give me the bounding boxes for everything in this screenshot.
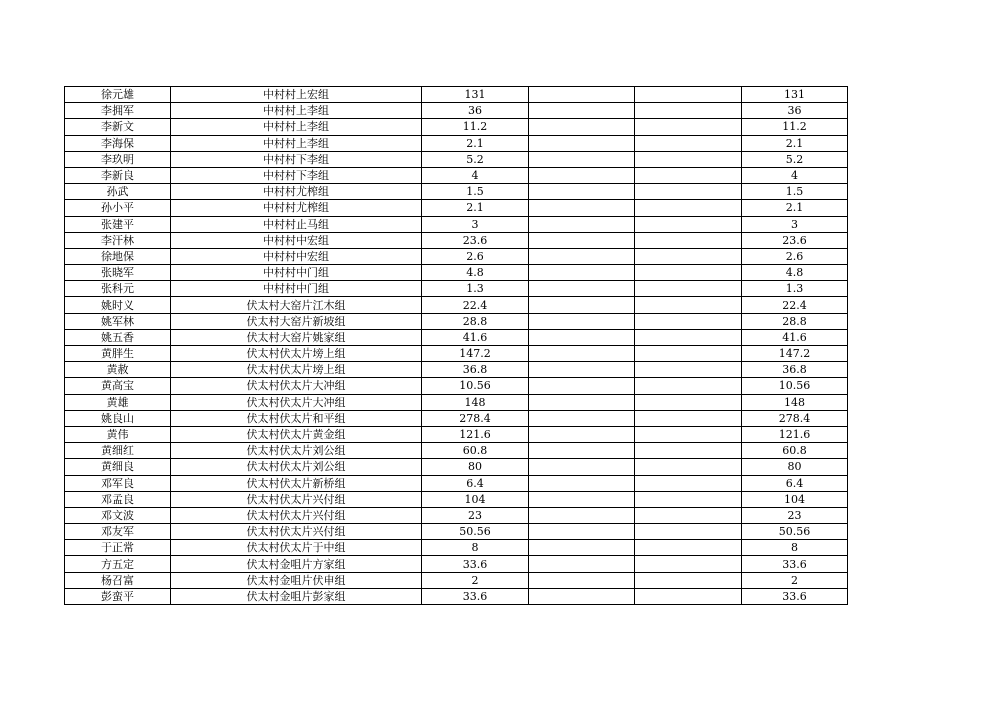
location-cell: 中村村尤榨组	[171, 184, 422, 200]
value-cell: 23.6	[422, 232, 529, 248]
table-row	[65, 232, 848, 248]
table-row	[65, 491, 848, 507]
name-cell: 孙武	[65, 184, 171, 200]
total-cell: 3	[742, 216, 848, 232]
name-cell: 张建平	[65, 216, 171, 232]
table-row	[65, 313, 848, 329]
table-row	[65, 524, 848, 540]
value-cell: 104	[422, 491, 529, 507]
table-row	[65, 540, 848, 556]
total-cell: 1.3	[742, 281, 848, 297]
empty-cell-a	[529, 362, 635, 378]
empty-cell-b	[635, 87, 742, 103]
total-cell: 4	[742, 167, 848, 183]
name-cell: 李新文	[65, 119, 171, 135]
name-cell: 徐元雄	[65, 87, 171, 103]
table-body	[65, 87, 848, 605]
location-cell: 伏太村伏太片黄金组	[171, 426, 422, 442]
empty-cell-b	[635, 265, 742, 281]
location-cell: 伏太村伏太片塝上组	[171, 346, 422, 362]
empty-cell-b	[635, 475, 742, 491]
location-cell: 中村村中宏组	[171, 232, 422, 248]
location-cell: 中村村中门组	[171, 281, 422, 297]
empty-cell-b	[635, 216, 742, 232]
empty-cell-b	[635, 426, 742, 442]
value-cell: 41.6	[422, 329, 529, 345]
value-cell: 33.6	[422, 556, 529, 572]
location-cell: 中村村下李组	[171, 151, 422, 167]
total-cell: 23	[742, 507, 848, 523]
value-cell: 33.6	[422, 588, 529, 604]
table-row	[65, 346, 848, 362]
empty-cell-b	[635, 200, 742, 216]
empty-cell-b	[635, 459, 742, 475]
empty-cell-a	[529, 184, 635, 200]
empty-cell-b	[635, 443, 742, 459]
empty-cell-a	[529, 87, 635, 103]
empty-cell-b	[635, 281, 742, 297]
location-cell: 伏太村伏太片于中组	[171, 540, 422, 556]
total-cell: 5.2	[742, 151, 848, 167]
name-cell: 邓友军	[65, 524, 171, 540]
empty-cell-a	[529, 394, 635, 410]
value-cell: 23	[422, 507, 529, 523]
name-cell: 李拥军	[65, 103, 171, 119]
empty-cell-a	[529, 588, 635, 604]
total-cell: 33.6	[742, 588, 848, 604]
table-row	[65, 119, 848, 135]
empty-cell-b	[635, 346, 742, 362]
empty-cell-b	[635, 151, 742, 167]
table-row	[65, 265, 848, 281]
total-cell: 148	[742, 394, 848, 410]
name-cell: 姚良山	[65, 410, 171, 426]
location-cell: 伏太村金咀片方家组	[171, 556, 422, 572]
table-row	[65, 378, 848, 394]
location-cell: 中村村上李组	[171, 119, 422, 135]
table-row	[65, 572, 848, 588]
empty-cell-b	[635, 540, 742, 556]
table-row	[65, 507, 848, 523]
total-cell: 131	[742, 87, 848, 103]
empty-cell-b	[635, 394, 742, 410]
empty-cell-a	[529, 410, 635, 426]
value-cell: 50.56	[422, 524, 529, 540]
total-cell: 121.6	[742, 426, 848, 442]
total-cell: 23.6	[742, 232, 848, 248]
table-row	[65, 443, 848, 459]
name-cell: 彭蛮平	[65, 588, 171, 604]
location-cell: 中村村中宏组	[171, 248, 422, 264]
value-cell: 28.8	[422, 313, 529, 329]
total-cell: 2.1	[742, 200, 848, 216]
empty-cell-b	[635, 232, 742, 248]
location-cell: 伏太村伏太片塝上组	[171, 362, 422, 378]
empty-cell-b	[635, 556, 742, 572]
name-cell: 邓军良	[65, 475, 171, 491]
empty-cell-a	[529, 556, 635, 572]
empty-cell-a	[529, 200, 635, 216]
total-cell: 147.2	[742, 346, 848, 362]
total-cell: 11.2	[742, 119, 848, 135]
name-cell: 李海保	[65, 135, 171, 151]
value-cell: 36.8	[422, 362, 529, 378]
table-row	[65, 475, 848, 491]
table-row	[65, 167, 848, 183]
total-cell: 50.56	[742, 524, 848, 540]
table-row	[65, 459, 848, 475]
empty-cell-b	[635, 378, 742, 394]
name-cell: 黄伟	[65, 426, 171, 442]
empty-cell-a	[529, 119, 635, 135]
empty-cell-b	[635, 524, 742, 540]
name-cell: 于正常	[65, 540, 171, 556]
table-row	[65, 135, 848, 151]
value-cell: 60.8	[422, 443, 529, 459]
value-cell: 147.2	[422, 346, 529, 362]
name-cell: 孙小平	[65, 200, 171, 216]
name-cell: 李汗林	[65, 232, 171, 248]
empty-cell-a	[529, 281, 635, 297]
name-cell: 邓文波	[65, 507, 171, 523]
empty-cell-b	[635, 491, 742, 507]
total-cell: 278.4	[742, 410, 848, 426]
empty-cell-a	[529, 135, 635, 151]
value-cell: 8	[422, 540, 529, 556]
total-cell: 2	[742, 572, 848, 588]
location-cell: 伏太村伏太片兴付组	[171, 491, 422, 507]
name-cell: 李新良	[65, 167, 171, 183]
empty-cell-a	[529, 103, 635, 119]
table-row	[65, 362, 848, 378]
name-cell: 姚五香	[65, 329, 171, 345]
total-cell: 1.5	[742, 184, 848, 200]
location-cell: 伏太村大窑片新坡组	[171, 313, 422, 329]
location-cell: 伏太村大窑片姚家组	[171, 329, 422, 345]
table-row	[65, 297, 848, 313]
location-cell: 伏太村伏太片刘公组	[171, 443, 422, 459]
table-row	[65, 588, 848, 604]
table-row	[65, 410, 848, 426]
empty-cell-b	[635, 572, 742, 588]
name-cell: 黄雄	[65, 394, 171, 410]
table-row	[65, 426, 848, 442]
value-cell: 22.4	[422, 297, 529, 313]
name-cell: 黄细良	[65, 459, 171, 475]
location-cell: 中村村下李组	[171, 167, 422, 183]
total-cell: 22.4	[742, 297, 848, 313]
location-cell: 中村村上李组	[171, 135, 422, 151]
table-row	[65, 248, 848, 264]
total-cell: 10.56	[742, 378, 848, 394]
table-row	[65, 216, 848, 232]
empty-cell-a	[529, 346, 635, 362]
empty-cell-b	[635, 329, 742, 345]
total-cell: 8	[742, 540, 848, 556]
empty-cell-a	[529, 265, 635, 281]
name-cell: 姚时义	[65, 297, 171, 313]
value-cell: 278.4	[422, 410, 529, 426]
data-table	[64, 86, 848, 605]
total-cell: 6.4	[742, 475, 848, 491]
empty-cell-b	[635, 103, 742, 119]
location-cell: 中村村尤榨组	[171, 200, 422, 216]
value-cell: 1.3	[422, 281, 529, 297]
empty-cell-a	[529, 572, 635, 588]
empty-cell-b	[635, 588, 742, 604]
empty-cell-b	[635, 167, 742, 183]
value-cell: 11.2	[422, 119, 529, 135]
empty-cell-a	[529, 329, 635, 345]
total-cell: 2.1	[742, 135, 848, 151]
total-cell: 36.8	[742, 362, 848, 378]
empty-cell-a	[529, 443, 635, 459]
empty-cell-a	[529, 151, 635, 167]
location-cell: 中村村上李组	[171, 103, 422, 119]
location-cell: 伏太村伏太片和平组	[171, 410, 422, 426]
value-cell: 2.1	[422, 200, 529, 216]
name-cell: 张科元	[65, 281, 171, 297]
empty-cell-a	[529, 459, 635, 475]
name-cell: 黄细红	[65, 443, 171, 459]
name-cell: 黄胖生	[65, 346, 171, 362]
location-cell: 伏太村伏太片新桥组	[171, 475, 422, 491]
empty-cell-b	[635, 184, 742, 200]
empty-cell-b	[635, 410, 742, 426]
location-cell: 伏太村伏太片大冲组	[171, 394, 422, 410]
location-cell: 伏太村伏太片大冲组	[171, 378, 422, 394]
empty-cell-a	[529, 491, 635, 507]
name-cell: 邓孟良	[65, 491, 171, 507]
total-cell: 60.8	[742, 443, 848, 459]
name-cell: 张晓军	[65, 265, 171, 281]
empty-cell-a	[529, 475, 635, 491]
value-cell: 36	[422, 103, 529, 119]
name-cell: 黄高宝	[65, 378, 171, 394]
location-cell: 伏太村金咀片彭家组	[171, 588, 422, 604]
empty-cell-b	[635, 507, 742, 523]
name-cell: 黄赦	[65, 362, 171, 378]
location-cell: 伏太村伏太片兴付组	[171, 507, 422, 523]
empty-cell-a	[529, 248, 635, 264]
name-cell: 姚军林	[65, 313, 171, 329]
table-row	[65, 184, 848, 200]
location-cell: 中村村止马组	[171, 216, 422, 232]
empty-cell-a	[529, 524, 635, 540]
value-cell: 3	[422, 216, 529, 232]
total-cell: 33.6	[742, 556, 848, 572]
table-row	[65, 329, 848, 345]
location-cell: 伏太村金咀片伏申组	[171, 572, 422, 588]
empty-cell-a	[529, 313, 635, 329]
empty-cell-b	[635, 135, 742, 151]
table-row	[65, 103, 848, 119]
value-cell: 5.2	[422, 151, 529, 167]
table-row	[65, 281, 848, 297]
value-cell: 2	[422, 572, 529, 588]
value-cell: 148	[422, 394, 529, 410]
name-cell: 徐地保	[65, 248, 171, 264]
location-cell: 中村村上宏组	[171, 87, 422, 103]
value-cell: 2.6	[422, 248, 529, 264]
location-cell: 中村村中门组	[171, 265, 422, 281]
total-cell: 36	[742, 103, 848, 119]
empty-cell-a	[529, 216, 635, 232]
value-cell: 2.1	[422, 135, 529, 151]
name-cell: 杨召富	[65, 572, 171, 588]
value-cell: 80	[422, 459, 529, 475]
empty-cell-b	[635, 313, 742, 329]
empty-cell-a	[529, 232, 635, 248]
value-cell: 121.6	[422, 426, 529, 442]
name-cell: 李玖明	[65, 151, 171, 167]
empty-cell-b	[635, 248, 742, 264]
location-cell: 伏太村伏太片刘公组	[171, 459, 422, 475]
empty-cell-a	[529, 378, 635, 394]
table-row	[65, 556, 848, 572]
table-row	[65, 200, 848, 216]
value-cell: 4	[422, 167, 529, 183]
total-cell: 28.8	[742, 313, 848, 329]
total-cell: 4.8	[742, 265, 848, 281]
empty-cell-a	[529, 297, 635, 313]
total-cell: 104	[742, 491, 848, 507]
empty-cell-a	[529, 507, 635, 523]
value-cell: 10.56	[422, 378, 529, 394]
total-cell: 80	[742, 459, 848, 475]
total-cell: 2.6	[742, 248, 848, 264]
table-row	[65, 87, 848, 103]
table-row	[65, 151, 848, 167]
empty-cell-b	[635, 297, 742, 313]
value-cell: 1.5	[422, 184, 529, 200]
empty-cell-b	[635, 362, 742, 378]
value-cell: 6.4	[422, 475, 529, 491]
table-row	[65, 394, 848, 410]
empty-cell-a	[529, 540, 635, 556]
empty-cell-a	[529, 167, 635, 183]
location-cell: 伏太村大窑片江木组	[171, 297, 422, 313]
location-cell: 伏太村伏太片兴付组	[171, 524, 422, 540]
total-cell: 41.6	[742, 329, 848, 345]
value-cell: 4.8	[422, 265, 529, 281]
empty-cell-a	[529, 426, 635, 442]
empty-cell-b	[635, 119, 742, 135]
value-cell: 131	[422, 87, 529, 103]
name-cell: 方五定	[65, 556, 171, 572]
